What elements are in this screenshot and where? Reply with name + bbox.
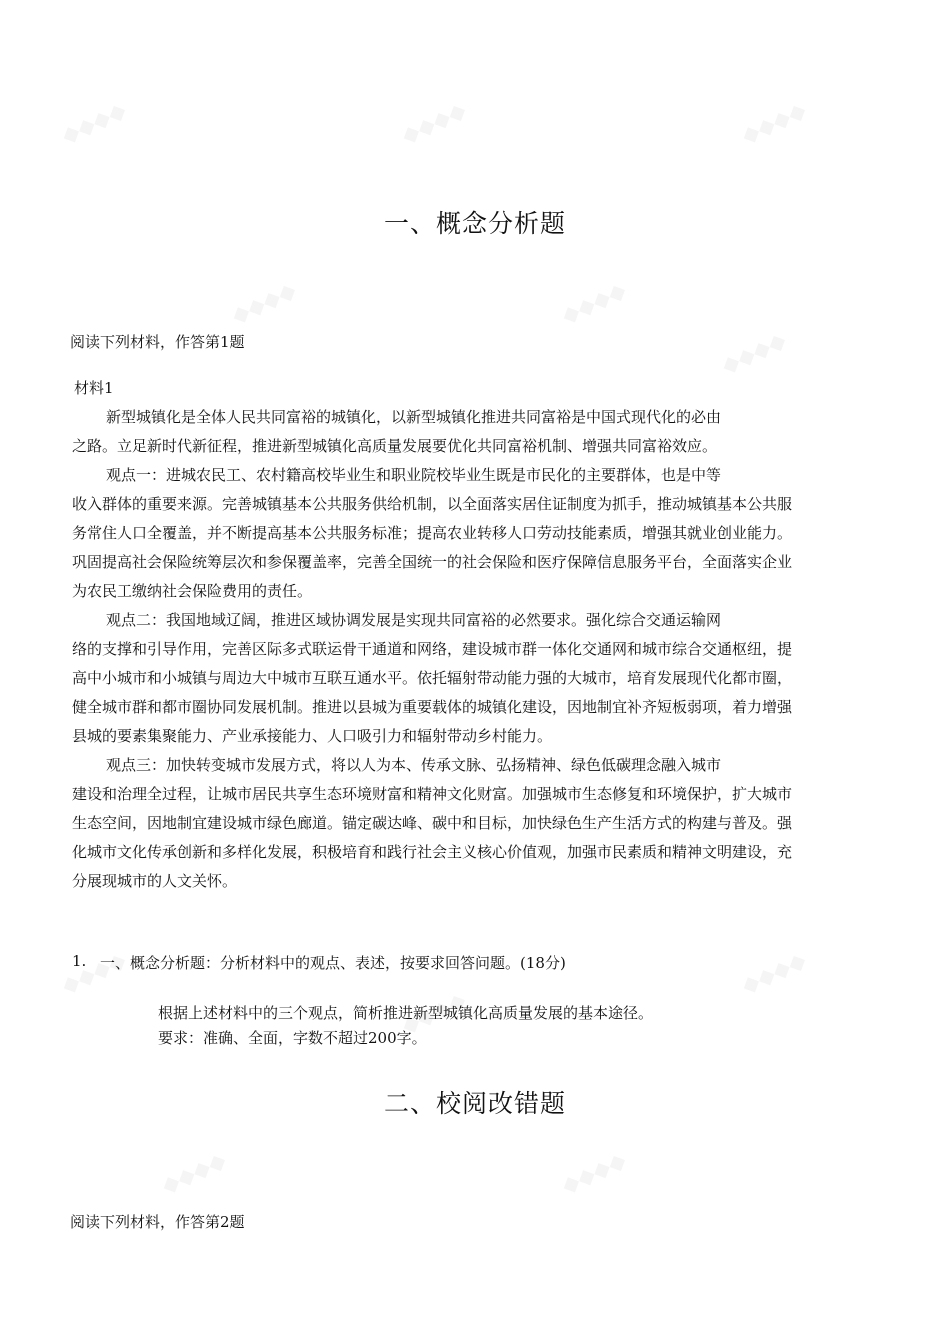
material-label: 材料1 [74, 379, 114, 397]
watermark [718, 327, 790, 379]
paragraph-line: 建设和治理全过程，让城市居民共享生态环境财富和精神文化财富。加强城市生态修复和环境保护，扩大城市 [72, 785, 793, 803]
watermark [738, 97, 810, 149]
watermark [398, 97, 470, 149]
section-title: 一、概念分析题 [383, 209, 566, 238]
paragraph-line: 化城市文化传承创新和多样化发展，积极培育和践行社会主义核心价值观，加强市民素质和精神文明建设，充 [72, 843, 793, 861]
paragraph-line: 县城的要素集聚能力、产业承接能力、人口吸引力和辐射带动乡村能力。 [72, 727, 553, 745]
paragraph-line: 络的支撑和引导作用，完善区际多式联运骨干通道和网络，建设城市群一体化交通网和城市综合交通枢纽，提 [72, 640, 793, 658]
watermark [158, 1147, 230, 1199]
watermark [558, 277, 630, 329]
paragraph-line: 新型城镇化是全体人民共同富裕的城镇化，以新型城镇化推进共同富裕是中国式现代化的必由 [106, 408, 722, 426]
watermark [738, 947, 810, 999]
section-title: 二、校阅改错题 [383, 1089, 566, 1118]
paragraph-line: 生态空间，因地制宜建设城市绿色廊道。锚定碳达峰、碳中和目标，加快绿色生产生活方式的构建与普及。强 [72, 814, 793, 832]
paragraph-line: 分展现城市的人文关怀。 [72, 872, 238, 890]
paragraph-line: 为农民工缴纳社会保险费用的责任。 [72, 582, 313, 600]
question-requirement: 要求：准确、全面，字数不超过200字。 [158, 1029, 427, 1047]
reading-instruction: 阅读下列材料，作答第1题 [70, 333, 245, 351]
paragraph-line: 巩固提高社会保险统筹层次和参保覆盖率，完善全国统一的社会保险和医疗保障信息服务平台，全面落实企业 [72, 553, 793, 571]
paragraph-line: 健全城市群和都市圈协同发展机制。推进以县城为重要载体的城镇化建设，因地制宜补齐短板弱项，着力增强 [72, 698, 793, 716]
paragraph-line: 观点二：我国地域辽阔，推进区域协调发展是实现共同富裕的必然要求。强化综合交通运输网 [106, 611, 722, 629]
watermark [558, 1147, 630, 1199]
watermark [58, 97, 130, 149]
watermark [228, 277, 300, 329]
paragraph-line: 观点一：进城农民工、农村籍高校毕业生和职业院校毕业生既是市民化的主要群体，也是中等 [106, 466, 722, 484]
question-body: 根据上述材料中的三个观点，简析推进新型城镇化高质量发展的基本途径。 [158, 1004, 654, 1022]
paragraph-line: 高中小城市和小城镇与周边大中城市互联互通水平。依托辐射带动能力强的大城市，培育发展现代化都市圈， [72, 669, 793, 687]
question-number: 1. [72, 952, 87, 970]
paragraph-line: 务常住人口全覆盖，并不断提高基本公共服务标准；提高农业转移人口劳动技能素质，增强其就业创业能力。 [72, 524, 793, 542]
paragraph-line: 之路。立足新时代新征程，推进新型城镇化高质量发展要优化共同富裕机制、增强共同富裕效应。 [72, 437, 718, 455]
paragraph-line: 观点三：加快转变城市发展方式，将以人为本、传承文脉、弘扬精神、绿色低碳理念融入城市 [106, 756, 722, 774]
question-stem: 一、概念分析题：分析材料中的观点、表述，按要求回答问题。(18分) [100, 954, 566, 972]
reading-instruction: 阅读下列材料，作答第2题 [70, 1213, 245, 1231]
paragraph-line: 收入群体的重要来源。完善城镇基本公共服务供给机制，以全面落实居住证制度为抓手，推动城镇基本公共服 [72, 495, 793, 513]
